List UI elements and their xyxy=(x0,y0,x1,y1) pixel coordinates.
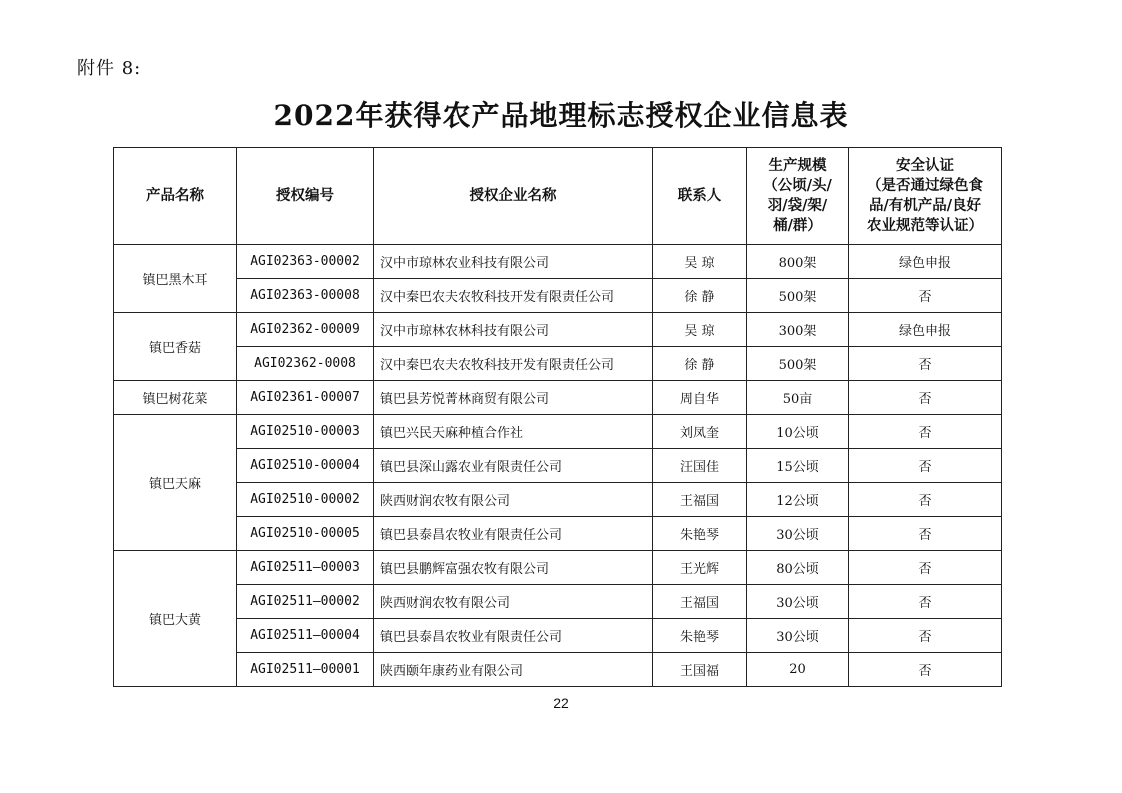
company-cell: 汉中市琼林农林科技有限公司 xyxy=(374,313,653,347)
company-cell: 镇巴县深山露农业有限责任公司 xyxy=(374,449,653,483)
contact-cell: 朱艳琴 xyxy=(653,619,747,653)
contact-cell: 刘凤奎 xyxy=(653,415,747,449)
scale-cell: 10公顷 xyxy=(747,415,849,449)
contact-cell: 朱艳琴 xyxy=(653,517,747,551)
page-number: 22 xyxy=(553,695,569,711)
cert-cell: 否 xyxy=(849,347,1002,381)
product-name-cell: 镇巴大黄 xyxy=(114,551,237,687)
table-row xyxy=(114,415,1002,449)
company-cell: 镇巴县泰昌农牧业有限责任公司 xyxy=(374,517,653,551)
scale-cell: 500架 xyxy=(747,279,849,313)
auth-code-cell: AGI02510-00003 xyxy=(237,415,374,449)
cert-cell: 否 xyxy=(849,279,1002,313)
table-row xyxy=(114,517,1002,551)
auth-code-cell: AGI02362-0008 xyxy=(237,347,374,381)
company-cell: 陕西财润农牧有限公司 xyxy=(374,585,653,619)
cert-cell: 否 xyxy=(849,415,1002,449)
header-certification xyxy=(849,148,1002,245)
cert-cell: 否 xyxy=(849,585,1002,619)
scale-cell: 20 xyxy=(747,653,849,687)
header-scale-line: （公顷/头/ xyxy=(763,177,832,194)
contact-cell: 王福国 xyxy=(653,483,747,517)
header-contact: 联系人 xyxy=(653,148,747,245)
scale-cell: 50亩 xyxy=(747,381,849,415)
table-row xyxy=(114,449,1002,483)
auth-code-cell: AGI02510-00005 xyxy=(237,517,374,551)
company-cell: 陕西颐年康药业有限公司 xyxy=(374,653,653,687)
contact-cell: 周自华 xyxy=(653,381,747,415)
contact-cell: 徐 静 xyxy=(653,279,747,313)
table-row xyxy=(114,245,1002,279)
header-scale xyxy=(747,148,849,245)
header-cert-line: 安全认证 xyxy=(896,157,954,174)
contact-cell: 吴 琼 xyxy=(653,245,747,279)
product-name-cell: 镇巴天麻 xyxy=(114,415,237,551)
cert-cell: 绿色申报 xyxy=(849,313,1002,347)
scale-cell: 30公顷 xyxy=(747,517,849,551)
auth-code-cell: AGI02361-00007 xyxy=(237,381,374,415)
auth-code-cell: AGI02362-00009 xyxy=(237,313,374,347)
table-row xyxy=(114,653,1002,687)
scale-cell: 800架 xyxy=(747,245,849,279)
contact-cell: 徐 静 xyxy=(653,347,747,381)
company-cell: 镇巴县鹏辉富强农牧有限公司 xyxy=(374,551,653,585)
table-row xyxy=(114,279,1002,313)
header-scale-line: 桶/群） xyxy=(773,217,822,234)
auth-code-cell: AGI02510-00002 xyxy=(237,483,374,517)
cert-cell: 否 xyxy=(849,483,1002,517)
table-row xyxy=(114,585,1002,619)
contact-cell: 王福国 xyxy=(653,585,747,619)
cert-cell: 否 xyxy=(849,381,1002,415)
table-row xyxy=(114,347,1002,381)
contact-cell: 汪国佳 xyxy=(653,449,747,483)
scale-cell: 30公顷 xyxy=(747,585,849,619)
header-cert-line: 农业规范等认证） xyxy=(867,217,983,234)
company-cell: 镇巴兴民天麻种植合作社 xyxy=(374,415,653,449)
header-company: 授权企业名称 xyxy=(374,148,653,245)
auth-code-cell: AGI02363-00002 xyxy=(237,245,374,279)
company-cell: 陕西财润农牧有限公司 xyxy=(374,483,653,517)
company-cell: 镇巴县芳悦菁林商贸有限公司 xyxy=(374,381,653,415)
cert-cell: 否 xyxy=(849,619,1002,653)
scale-cell: 12公顷 xyxy=(747,483,849,517)
auth-code-cell: AGI02363-00008 xyxy=(237,279,374,313)
table-header-row xyxy=(114,148,1002,245)
auth-code-cell: AGI02510-00004 xyxy=(237,449,374,483)
contact-cell: 王国福 xyxy=(653,653,747,687)
company-cell: 汉中秦巴农夫农牧科技开发有限责任公司 xyxy=(374,347,653,381)
header-cert-line: 品/有机产品/良好 xyxy=(868,197,982,214)
scale-cell: 15公顷 xyxy=(747,449,849,483)
cert-cell: 绿色申报 xyxy=(849,245,1002,279)
table-row xyxy=(114,619,1002,653)
scale-cell: 80公顷 xyxy=(747,551,849,585)
auth-code-cell: AGI02511—00001 xyxy=(237,653,374,687)
header-scale-line: 生产规模 xyxy=(768,157,827,174)
table-row xyxy=(114,313,1002,347)
header-product: 产品名称 xyxy=(114,148,237,245)
scale-cell: 300架 xyxy=(747,313,849,347)
attachment-label: 附件 8: xyxy=(77,58,142,79)
contact-cell: 吴 琼 xyxy=(653,313,747,347)
company-cell: 汉中市琼林农业科技有限公司 xyxy=(374,245,653,279)
product-name-cell: 镇巴黑木耳 xyxy=(114,245,237,313)
auth-code-cell: AGI02511—00003 xyxy=(237,551,374,585)
table-row xyxy=(114,381,1002,415)
company-cell: 镇巴县泰昌农牧业有限责任公司 xyxy=(374,619,653,653)
company-cell: 汉中秦巴农夫农牧科技开发有限责任公司 xyxy=(374,279,653,313)
product-name-cell: 镇巴树花菜 xyxy=(114,381,237,415)
header-cert-line: （是否通过绿色食 xyxy=(867,177,983,194)
header-scale-line: 羽/袋/架/ xyxy=(767,197,828,214)
product-name-cell: 镇巴香菇 xyxy=(114,313,237,381)
auth-code-cell: AGI02511—00004 xyxy=(237,619,374,653)
cert-cell: 否 xyxy=(849,551,1002,585)
table-row xyxy=(114,551,1002,585)
page-title: 2022年获得农产品地理标志授权企业信息表 xyxy=(273,99,849,132)
cert-cell: 否 xyxy=(849,653,1002,687)
auth-code-cell: AGI02511—00002 xyxy=(237,585,374,619)
header-code: 授权编号 xyxy=(237,148,374,245)
scale-cell: 30公顷 xyxy=(747,619,849,653)
contact-cell: 王光辉 xyxy=(653,551,747,585)
authorization-table xyxy=(113,147,1002,687)
scale-cell: 500架 xyxy=(747,347,849,381)
cert-cell: 否 xyxy=(849,517,1002,551)
cert-cell: 否 xyxy=(849,449,1002,483)
table-row xyxy=(114,483,1002,517)
